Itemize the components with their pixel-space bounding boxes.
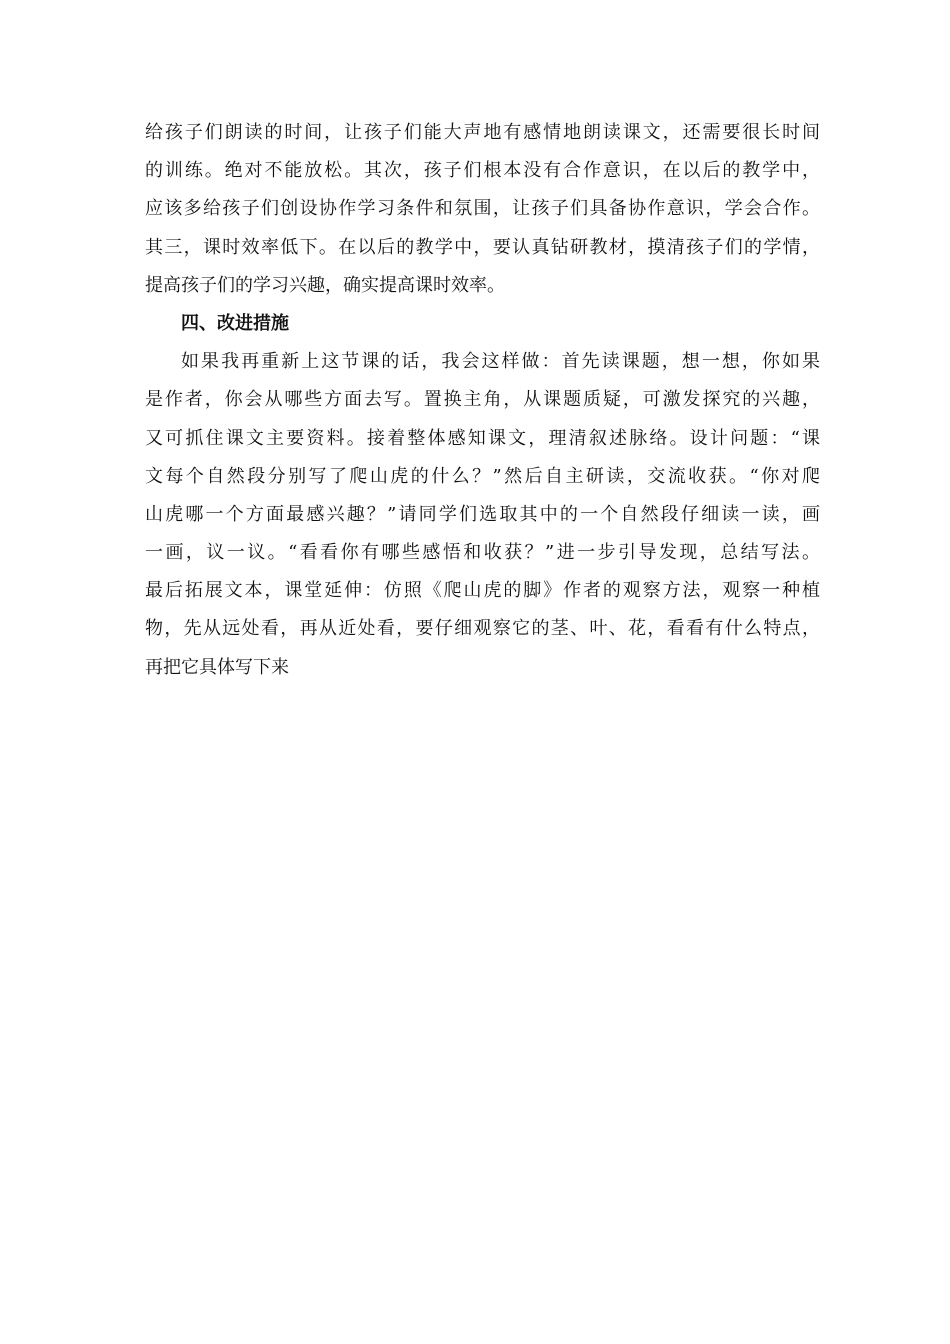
text-line: 山虎哪一个方面最感兴趣？”请同学们选取其中的一个自然段仔细读一读，画	[145, 503, 820, 525]
text-line: 文每个自然段分别写了爬山虎的什么？”然后自主研读，交流收获。“你对爬	[145, 465, 820, 487]
text-line: 是作者，你会从哪些方面去写。置换主角，从课题质疑，可激发探究的兴趣，	[145, 389, 820, 411]
text-line: 一画，议一议。“看看你有哪些感悟和收获？”进一步引导发现，总结写法。	[145, 542, 820, 564]
text-line: 最后拓展文本，课堂延伸：仿照《爬山虎的脚》作者的观察方法，观察一种植	[145, 580, 820, 602]
section-heading: 四、改进措施	[181, 312, 289, 334]
document-body	[145, 114, 820, 687]
text-line: 提高孩子们的学习兴趣，确实提高课时效率。	[145, 274, 505, 296]
text-line: 物，先从远处看，再从近处看，要仔细观察它的茎、叶、花，看看有什么特点，	[145, 618, 820, 640]
text-line: 应该多给孩子们创设协作学习条件和氛围，让孩子们具备协作意识，学会合作。	[145, 198, 820, 220]
text-line: 的训练。绝对不能放松。其次，孩子们根本没有合作意识，在以后的教学中，	[145, 160, 820, 182]
text-line: 再把它具体写下来	[145, 656, 289, 678]
paragraph-improvement	[145, 343, 820, 687]
text-line: 其三，课时效率低下。在以后的教学中，要认真钻研教材，摸清孩子们的学情，	[145, 236, 820, 258]
text-line: 如果我再重新上这节课的话，我会这样做：首先读课题，想一想，你如果	[181, 351, 820, 373]
text-line: 给孩子们朗读的时间，让孩子们能大声地有感情地朗读课文，还需要很长时间	[145, 122, 820, 143]
text-line: 又可抓住课文主要资料。接着整体感知课文，理清叙述脉络。设计问题：“课	[145, 427, 820, 449]
paragraph-reflection	[145, 114, 820, 305]
